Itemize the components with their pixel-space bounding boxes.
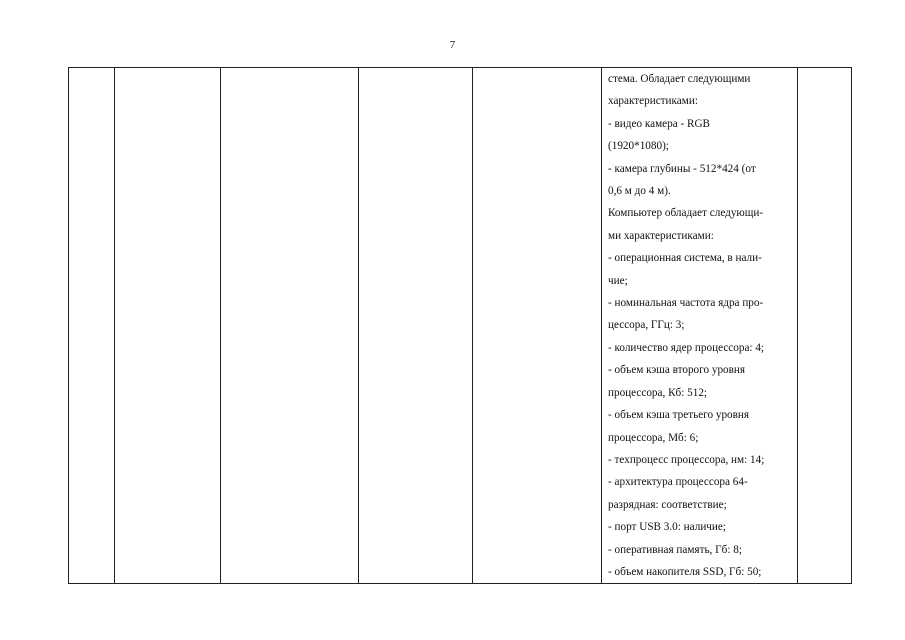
table-cell-column-5 xyxy=(473,68,602,584)
description-line: разрядная: соответствие; xyxy=(608,498,727,511)
table-cell-description xyxy=(602,68,798,584)
description-line: - номинальная частота ядра про- xyxy=(608,297,764,310)
description-line: - оперативная память, Гб: 8; xyxy=(608,543,742,556)
description-line: чие; xyxy=(608,274,628,287)
description-line: - порт USB 3.0: наличие; xyxy=(608,521,726,534)
description-line: Компьютер обладает следующи- xyxy=(608,207,764,220)
table-cell-last xyxy=(798,68,852,584)
specification-table xyxy=(68,67,852,584)
description-line: процессора, Кб: 512; xyxy=(608,386,708,399)
description-line: 0,6 м до 4 м). xyxy=(608,185,671,198)
description-line: стема. Обладает следующими xyxy=(608,73,751,85)
description-line: - архитектура процессора 64- xyxy=(608,476,748,489)
description-line: цессора, ГГц: 3; xyxy=(608,319,685,332)
description-line: характеристиками: xyxy=(608,95,698,108)
description-line: - камера глубины - 512*424 (от xyxy=(608,162,756,175)
table-cell-column-4 xyxy=(359,68,473,584)
description-line: - объем кэша третьего уровня xyxy=(608,409,750,422)
description-line: - техпроцесс процессора, нм: 14; xyxy=(608,453,765,466)
description-line: (1920*1080); xyxy=(608,140,669,153)
table-cell-column-2 xyxy=(115,68,221,584)
table-cell-number xyxy=(69,68,115,584)
description-line: - объем накопителя SSD, Гб: 50; xyxy=(608,565,762,578)
description-line: процессора, Мб: 6; xyxy=(608,431,699,444)
description-line: - количество ядер процессора: 4; xyxy=(608,341,765,354)
table-row xyxy=(69,68,852,584)
description-text xyxy=(602,68,797,583)
description-line: ми характеристиками: xyxy=(608,229,714,242)
page-number: 7 xyxy=(449,39,456,51)
description-line: - объем кэша второго уровня xyxy=(608,364,746,377)
description-line: - операционная система, в нали- xyxy=(608,252,762,265)
description-line: - видео камера - RGB xyxy=(608,117,710,130)
table-cell-column-3 xyxy=(221,68,359,584)
